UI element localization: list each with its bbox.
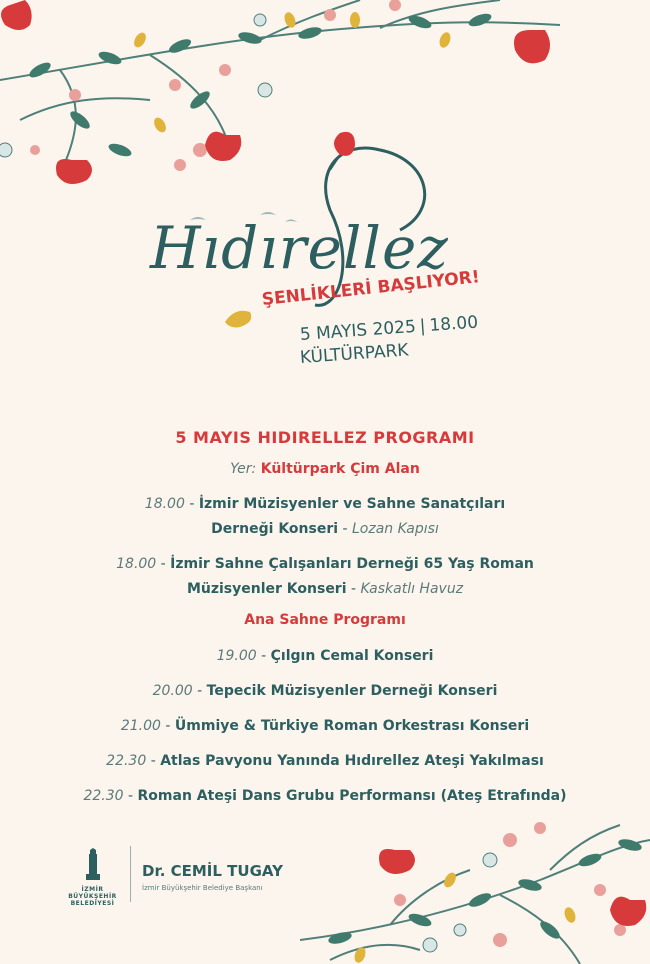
mayor-name: Dr. CEMİL TUGAY [142,862,283,880]
main-stage-item: 21.00 - Ümmiye & Türkiye Roman Orkestrası Konseri [120,718,530,734]
pre-event-1-line2: Derneği Konseri - Lozan Kapısı [211,521,439,537]
pre-event-1-line1: 18.00 - İzmir Müzisyenler ve Sahne Sanatçıları [144,496,506,512]
date-separator: | [419,316,427,337]
clock-tower-icon [78,848,108,882]
main-stage-item: 22.30 - Roman Ateşi Dans Grubu Performansı (Ateş Etrafında) [83,788,567,804]
main-stage-item: 20.00 - Tepecik Müzisyenler Derneği Konseri [152,683,498,699]
event-subtitle: ŞENLİKLERİ BAŞLIYOR! [260,267,481,310]
event-time: 18.00 [428,312,479,336]
program-location: Yer: Kültürpark Çim Alan [230,461,420,477]
event-venue: KÜLTÜRPARK [299,340,410,368]
mayor-title: İzmir Büyükşehir Belediye Başkanı [142,884,263,892]
event-date: 5 MAYIS 2025 [299,316,417,345]
program-title: 5 MAYIS HIDIRELLEZ PROGRAMI [175,428,475,447]
footer-divider [130,846,131,902]
izmir-municipality-logo: İZMİR BÜYÜKŞEHİR BELEDİYESİ [55,848,130,907]
floral-bottom-right-decoration [300,820,650,964]
pre-event-2-line2: Müzisyenler Konseri - Kaskatlı Havuz [186,581,464,597]
pre-event-2-line1: 18.00 - İzmir Sahne Çalışanları Derneği 65 Yaş Roman [116,556,534,572]
event-title: Hıdırellez [150,214,449,282]
main-stage-item: 19.00 - Çılgın Cemal Konseri [216,648,434,664]
main-stage-item: 22.30 - Atlas Pavyonu Yanında Hıdırellez Ateşi Yakılması [106,753,544,769]
main-stage-title: Ana Sahne Programı [244,612,406,628]
